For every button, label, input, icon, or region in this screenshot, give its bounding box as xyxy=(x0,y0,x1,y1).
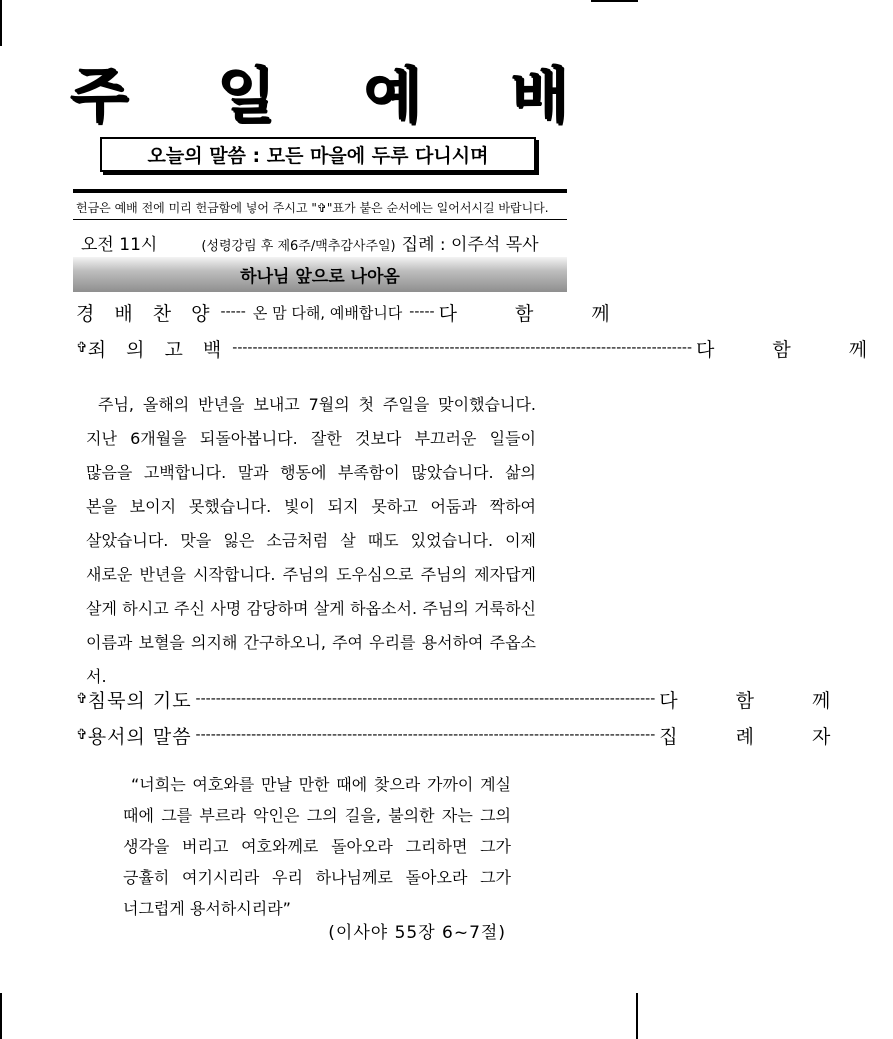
order-item-leader: 다 함 께 xyxy=(438,302,636,325)
page-title: 주 일 예 배 xyxy=(69,61,603,131)
prayer-line: 살게 하시고 주신 사명 감당하며 살게 하옵소서. 주님의 거룩하신 xyxy=(86,599,536,618)
scripture-reference: (이사야 55장 6~7절) xyxy=(328,923,506,943)
prayer-line: 이름과 보혈을 의지해 간구하오니, 주여 우리를 용서하여 주옵소서. xyxy=(86,633,536,686)
order-item-leader: 다 함 께 xyxy=(659,689,857,712)
scripture-line: 너그럽게 용서하시리라” xyxy=(123,899,291,918)
confession-prayer xyxy=(86,388,536,694)
sermon-title-box xyxy=(100,137,536,172)
divider-thick xyxy=(73,189,567,193)
latin-cross-icon: ✞ xyxy=(76,727,88,743)
prayer-line: 지난 6개월을 되돌아봅니다. 잘한 것보다 부끄러운 일들이 xyxy=(86,429,536,448)
prayer-line: 많음을 고백합니다. 말과 행동에 부족함이 많았습니다. 삶의 xyxy=(86,463,536,482)
order-item-name: 침묵의 기도 xyxy=(87,689,192,712)
crop-mark-top-right xyxy=(591,0,638,2)
order-item-confession xyxy=(76,335,893,361)
order-item-name: 죄 의 고 백 xyxy=(87,338,229,361)
order-item-detail: 온 맘 다해, 예배합니다 xyxy=(252,303,403,322)
service-info xyxy=(81,230,567,255)
dash-leader: ------------------------------------------------------------------------------------------- xyxy=(232,340,692,356)
latin-cross-icon: ✞ xyxy=(76,691,88,707)
divider-thin xyxy=(73,219,567,220)
scripture-line: 생각을 버리고 여호와께로 돌아오라 그리하면 그가 xyxy=(123,837,511,856)
crop-mark-bottom-right xyxy=(636,993,638,1039)
presider: 집례 : 이주석 목사 xyxy=(401,235,539,255)
dash-leader: ------------------------------------------------------------------------------------------- xyxy=(195,727,656,743)
order-item-praise xyxy=(76,299,636,325)
prayer-line: 살았습니다. 맛을 잃은 소금처럼 살 때도 있었습니다. 이제 xyxy=(86,531,536,550)
order-item-name: 용서의 말씀 xyxy=(87,725,192,748)
dash-leader: ------------------------------------------------------------------------------------------- xyxy=(195,691,656,707)
section-banner xyxy=(73,257,567,292)
dash-leader: ----- xyxy=(409,304,435,320)
scripture-quote xyxy=(123,769,511,924)
latin-cross-icon: ✞ xyxy=(76,340,88,356)
crop-mark-top-left xyxy=(0,0,2,46)
prayer-line: 새로운 반년을 시작합니다. 주님의 도우심으로 주님의 제자답게 xyxy=(86,565,536,584)
scripture-line: 긍휼히 여기시리라 우리 하나님께로 돌아오라 그가 xyxy=(123,868,511,887)
order-item-silent-prayer xyxy=(76,686,857,712)
order-item-assurance xyxy=(76,722,857,748)
sermon-title: 오늘의 말씀 : 모든 마을에 두루 다니시며 xyxy=(147,145,489,167)
crop-mark-bottom-left xyxy=(0,993,2,1039)
scripture-line: “너희는 여호와를 만날 만한 때에 찾으라 가까이 계실 xyxy=(131,775,511,794)
liturgical-season: (성령강림 후 제6주/맥추감사주일) xyxy=(201,239,396,254)
offering-note: 헌금은 예배 전에 미리 헌금함에 넣어 주시고 "✞"표가 붙은 순서에는 일어서시길 바랍니다. xyxy=(76,201,549,215)
order-item-leader: 다 함 께 xyxy=(696,338,893,361)
service-time: 오전 11시 xyxy=(81,235,158,255)
section-banner-label: 하나님 앞으로 나아옴 xyxy=(240,267,400,287)
order-item-leader: 집 례 자 xyxy=(659,725,857,748)
prayer-line: 주님, 올해의 반년을 보내고 7월의 첫 주일을 맞이했습니다. xyxy=(98,395,536,414)
order-item-name: 경 배 찬 양 xyxy=(76,302,217,325)
scripture-line: 때에 그를 부르라 악인은 그의 길을, 불의한 자는 그의 xyxy=(123,806,511,825)
dash-leader: ----- xyxy=(220,304,246,320)
prayer-line: 본을 보이지 못했습니다. 빛이 되지 못하고 어둠과 짝하여 xyxy=(86,497,536,516)
